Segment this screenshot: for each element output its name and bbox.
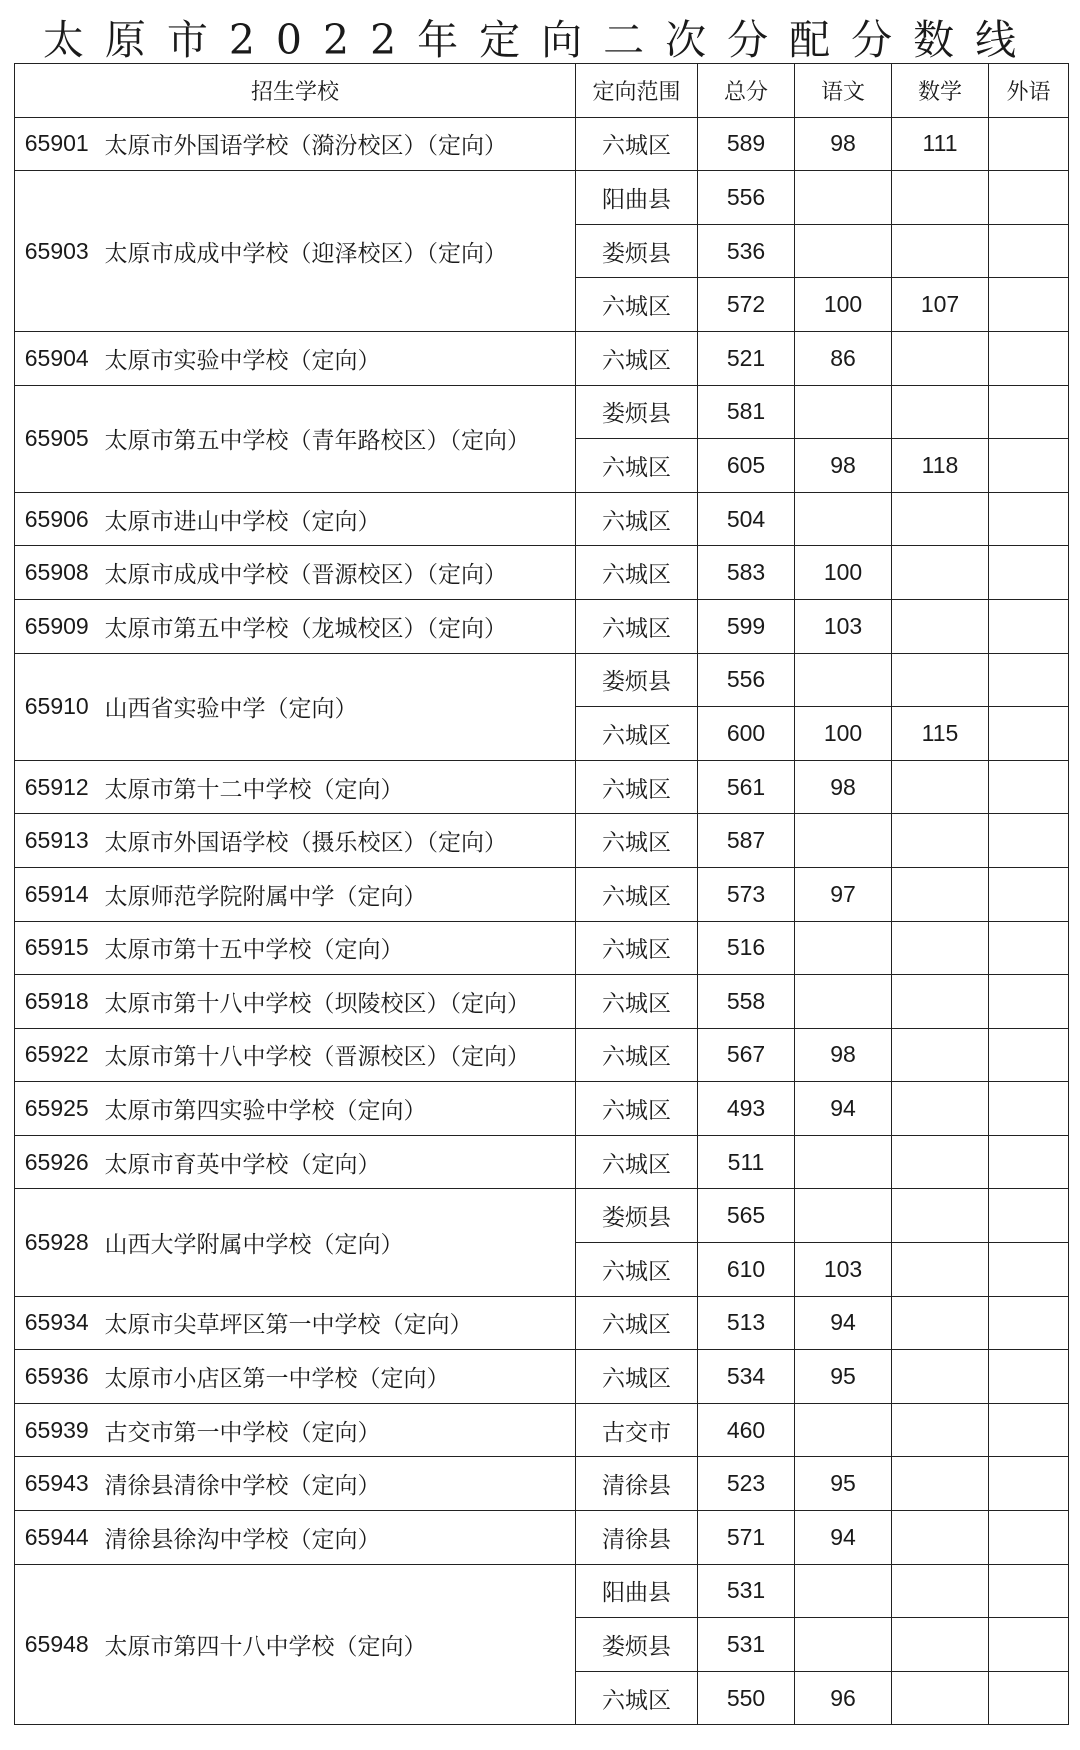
- quota-range: 清徐县: [576, 1457, 698, 1511]
- math-score: [892, 1135, 989, 1189]
- quota-range: 六城区: [576, 867, 698, 921]
- total-score: 531: [698, 1564, 795, 1618]
- total-score: 460: [698, 1403, 795, 1457]
- school-name: 太原市第十二中学校（定向）: [99, 760, 576, 814]
- school-code: 65922: [15, 1028, 99, 1082]
- chinese-score: 98: [795, 1028, 892, 1082]
- school-code: 65926: [15, 1135, 99, 1189]
- math-score: [892, 921, 989, 975]
- table-row: [15, 867, 1069, 921]
- table-row: [15, 814, 1069, 868]
- school-name: 太原市育英中学校（定向）: [99, 1135, 576, 1189]
- chinese-score: 100: [795, 546, 892, 600]
- quota-range: 清徐县: [576, 1511, 698, 1565]
- quota-range: 六城区: [576, 1135, 698, 1189]
- quota-range: 娄烦县: [576, 385, 698, 439]
- school-name: 太原市成成中学校（迎泽校区）（定向）: [99, 171, 576, 332]
- math-score: [892, 1296, 989, 1350]
- quota-range: 六城区: [576, 921, 698, 975]
- foreign-score: [989, 1671, 1069, 1725]
- quota-range: 六城区: [576, 278, 698, 332]
- math-score: [892, 331, 989, 385]
- school-code: 65928: [15, 1189, 99, 1296]
- math-score: [892, 224, 989, 278]
- foreign-score: [989, 1403, 1069, 1457]
- school-name: 太原市第四实验中学校（定向）: [99, 1082, 576, 1136]
- quota-range: 六城区: [576, 1082, 698, 1136]
- math-score: 115: [892, 707, 989, 761]
- header-foreign: 外语: [989, 64, 1069, 118]
- school-code: 65914: [15, 867, 99, 921]
- table-row: [15, 1028, 1069, 1082]
- total-score: 600: [698, 707, 795, 761]
- header-chinese: 语文: [795, 64, 892, 118]
- quota-range: 娄烦县: [576, 224, 698, 278]
- chinese-score: 94: [795, 1296, 892, 1350]
- total-score: 556: [698, 653, 795, 707]
- math-score: [892, 814, 989, 868]
- quota-range: 六城区: [576, 707, 698, 761]
- school-code: 65944: [15, 1511, 99, 1565]
- foreign-score: [989, 117, 1069, 171]
- school-code: 65904: [15, 331, 99, 385]
- foreign-score: [989, 1350, 1069, 1404]
- table-row: [15, 1403, 1069, 1457]
- table-row: [15, 975, 1069, 1029]
- quota-range: 六城区: [576, 814, 698, 868]
- school-code: 65913: [15, 814, 99, 868]
- school-name: 山西大学附属中学校（定向）: [99, 1189, 576, 1296]
- foreign-score: [989, 1243, 1069, 1297]
- quota-range: 六城区: [576, 1350, 698, 1404]
- total-score: 565: [698, 1189, 795, 1243]
- foreign-score: [989, 439, 1069, 493]
- school-name: 太原市小店区第一中学校（定向）: [99, 1350, 576, 1404]
- math-score: [892, 492, 989, 546]
- chinese-score: [795, 492, 892, 546]
- school-name: 太原市第十五中学校（定向）: [99, 921, 576, 975]
- foreign-score: [989, 707, 1069, 761]
- table-row: [15, 653, 1069, 707]
- math-score: 107: [892, 278, 989, 332]
- school-code: 65939: [15, 1403, 99, 1457]
- foreign-score: [989, 224, 1069, 278]
- score-table: [14, 63, 1069, 1725]
- table-row: [15, 1350, 1069, 1404]
- total-score: 536: [698, 224, 795, 278]
- school-name: 太原师范学院附属中学（定向）: [99, 867, 576, 921]
- school-code: 65906: [15, 492, 99, 546]
- foreign-score: [989, 599, 1069, 653]
- foreign-score: [989, 1189, 1069, 1243]
- foreign-score: [989, 546, 1069, 600]
- table-row: [15, 492, 1069, 546]
- total-score: 556: [698, 171, 795, 225]
- school-name: 太原市外国语学校（摄乐校区）（定向）: [99, 814, 576, 868]
- chinese-score: [795, 1135, 892, 1189]
- math-score: [892, 975, 989, 1029]
- math-score: [892, 1511, 989, 1565]
- table-row: [15, 1511, 1069, 1565]
- math-score: [892, 171, 989, 225]
- chinese-score: 100: [795, 278, 892, 332]
- foreign-score: [989, 814, 1069, 868]
- foreign-score: [989, 1028, 1069, 1082]
- foreign-score: [989, 653, 1069, 707]
- school-name: 太原市第四十八中学校（定向）: [99, 1564, 576, 1725]
- math-score: [892, 1564, 989, 1618]
- total-score: 516: [698, 921, 795, 975]
- header-range: 定向范围: [576, 64, 698, 118]
- quota-range: 六城区: [576, 1296, 698, 1350]
- school-name: 清徐县清徐中学校（定向）: [99, 1457, 576, 1511]
- total-score: 571: [698, 1511, 795, 1565]
- quota-range: 娄烦县: [576, 1189, 698, 1243]
- foreign-score: [989, 867, 1069, 921]
- chinese-score: [795, 1403, 892, 1457]
- quota-range: 六城区: [576, 439, 698, 493]
- total-score: 599: [698, 599, 795, 653]
- total-score: 534: [698, 1350, 795, 1404]
- school-name: 太原市第十八中学校（坝陵校区）（定向）: [99, 975, 576, 1029]
- total-score: 572: [698, 278, 795, 332]
- school-code: 65943: [15, 1457, 99, 1511]
- foreign-score: [989, 492, 1069, 546]
- table-row: [15, 1457, 1069, 1511]
- quota-range: 六城区: [576, 117, 698, 171]
- school-name: 太原市第十八中学校（晋源校区）（定向）: [99, 1028, 576, 1082]
- chinese-score: 95: [795, 1350, 892, 1404]
- chinese-score: 100: [795, 707, 892, 761]
- table-row: [15, 1135, 1069, 1189]
- school-name: 太原市第五中学校（龙城校区）（定向）: [99, 599, 576, 653]
- chinese-score: 98: [795, 760, 892, 814]
- chinese-score: [795, 814, 892, 868]
- foreign-score: [989, 1296, 1069, 1350]
- chinese-score: [795, 1618, 892, 1672]
- table-row: [15, 171, 1069, 225]
- total-score: 558: [698, 975, 795, 1029]
- school-code: 65910: [15, 653, 99, 760]
- total-score: 550: [698, 1671, 795, 1725]
- total-score: 523: [698, 1457, 795, 1511]
- table-row: [15, 921, 1069, 975]
- chinese-score: [795, 385, 892, 439]
- table-row: [15, 385, 1069, 439]
- quota-range: 六城区: [576, 975, 698, 1029]
- total-score: 573: [698, 867, 795, 921]
- chinese-score: 103: [795, 1243, 892, 1297]
- school-code: 65918: [15, 975, 99, 1029]
- total-score: 561: [698, 760, 795, 814]
- table-row: [15, 546, 1069, 600]
- total-score: 513: [698, 1296, 795, 1350]
- foreign-score: [989, 278, 1069, 332]
- school-name: 山西省实验中学（定向）: [99, 653, 576, 760]
- math-score: [892, 1350, 989, 1404]
- header-row: [15, 64, 1069, 118]
- table-row: [15, 1296, 1069, 1350]
- chinese-score: 95: [795, 1457, 892, 1511]
- school-code: 65903: [15, 171, 99, 332]
- table-row: [15, 599, 1069, 653]
- math-score: [892, 1618, 989, 1672]
- chinese-score: 96: [795, 1671, 892, 1725]
- foreign-score: [989, 975, 1069, 1029]
- quota-range: 六城区: [576, 1028, 698, 1082]
- math-score: 118: [892, 439, 989, 493]
- table-row: [15, 117, 1069, 171]
- math-score: [892, 546, 989, 600]
- total-score: 531: [698, 1618, 795, 1672]
- school-code: 65908: [15, 546, 99, 600]
- school-name: 古交市第一中学校（定向）: [99, 1403, 576, 1457]
- header-total: 总分: [698, 64, 795, 118]
- chinese-score: [795, 921, 892, 975]
- foreign-score: [989, 331, 1069, 385]
- foreign-score: [989, 1564, 1069, 1618]
- foreign-score: [989, 1135, 1069, 1189]
- total-score: 521: [698, 331, 795, 385]
- foreign-score: [989, 385, 1069, 439]
- table-row: [15, 1564, 1069, 1618]
- chinese-score: [795, 1189, 892, 1243]
- table-row: [15, 1189, 1069, 1243]
- foreign-score: [989, 1082, 1069, 1136]
- foreign-score: [989, 921, 1069, 975]
- school-name: 清徐县徐沟中学校（定向）: [99, 1511, 576, 1565]
- school-code: 65936: [15, 1350, 99, 1404]
- quota-range: 六城区: [576, 331, 698, 385]
- chinese-score: [795, 975, 892, 1029]
- chinese-score: [795, 224, 892, 278]
- math-score: [892, 1189, 989, 1243]
- chinese-score: [795, 1564, 892, 1618]
- total-score: 504: [698, 492, 795, 546]
- chinese-score: 94: [795, 1082, 892, 1136]
- total-score: 493: [698, 1082, 795, 1136]
- school-name: 太原市进山中学校（定向）: [99, 492, 576, 546]
- page-title: 太原市2022年定向二次分配分数线: [42, 16, 1038, 64]
- total-score: 610: [698, 1243, 795, 1297]
- chinese-score: [795, 171, 892, 225]
- table-body: [15, 117, 1069, 1725]
- school-code: 65915: [15, 921, 99, 975]
- math-score: [892, 1028, 989, 1082]
- total-score: 581: [698, 385, 795, 439]
- school-name: 太原市第五中学校（青年路校区）（定向）: [99, 385, 576, 492]
- math-score: [892, 599, 989, 653]
- math-score: [892, 867, 989, 921]
- total-score: 511: [698, 1135, 795, 1189]
- foreign-score: [989, 171, 1069, 225]
- chinese-score: 94: [795, 1511, 892, 1565]
- total-score: 605: [698, 439, 795, 493]
- chinese-score: 97: [795, 867, 892, 921]
- foreign-score: [989, 1511, 1069, 1565]
- quota-range: 六城区: [576, 1243, 698, 1297]
- total-score: 587: [698, 814, 795, 868]
- foreign-score: [989, 1457, 1069, 1511]
- table-row: [15, 331, 1069, 385]
- total-score: 589: [698, 117, 795, 171]
- math-score: [892, 1671, 989, 1725]
- math-score: [892, 760, 989, 814]
- total-score: 567: [698, 1028, 795, 1082]
- quota-range: 六城区: [576, 760, 698, 814]
- header-school: 招生学校: [15, 64, 576, 118]
- header-math: 数学: [892, 64, 989, 118]
- quota-range: 六城区: [576, 599, 698, 653]
- quota-range: 阳曲县: [576, 171, 698, 225]
- chinese-score: 98: [795, 117, 892, 171]
- quota-range: 阳曲县: [576, 1564, 698, 1618]
- quota-range: 六城区: [576, 1671, 698, 1725]
- math-score: [892, 385, 989, 439]
- math-score: 111: [892, 117, 989, 171]
- school-name: 太原市实验中学校（定向）: [99, 331, 576, 385]
- school-code: 65912: [15, 760, 99, 814]
- school-code: 65909: [15, 599, 99, 653]
- foreign-score: [989, 1618, 1069, 1672]
- school-name: 太原市成成中学校（晋源校区）（定向）: [99, 546, 576, 600]
- quota-range: 娄烦县: [576, 1618, 698, 1672]
- math-score: [892, 1243, 989, 1297]
- math-score: [892, 1082, 989, 1136]
- quota-range: 古交市: [576, 1403, 698, 1457]
- math-score: [892, 1457, 989, 1511]
- chinese-score: 86: [795, 331, 892, 385]
- school-code: 65901: [15, 117, 99, 171]
- foreign-score: [989, 760, 1069, 814]
- table-row: [15, 1082, 1069, 1136]
- total-score: 583: [698, 546, 795, 600]
- quota-range: 娄烦县: [576, 653, 698, 707]
- school-code: 65905: [15, 385, 99, 492]
- math-score: [892, 653, 989, 707]
- school-name: 太原市尖草坪区第一中学校（定向）: [99, 1296, 576, 1350]
- quota-range: 六城区: [576, 546, 698, 600]
- table-row: [15, 760, 1069, 814]
- chinese-score: [795, 653, 892, 707]
- school-code: 65934: [15, 1296, 99, 1350]
- school-code: 65948: [15, 1564, 99, 1725]
- math-score: [892, 1403, 989, 1457]
- quota-range: 六城区: [576, 492, 698, 546]
- school-code: 65925: [15, 1082, 99, 1136]
- chinese-score: 103: [795, 599, 892, 653]
- chinese-score: 98: [795, 439, 892, 493]
- school-name: 太原市外国语学校（漪汾校区）（定向）: [99, 117, 576, 171]
